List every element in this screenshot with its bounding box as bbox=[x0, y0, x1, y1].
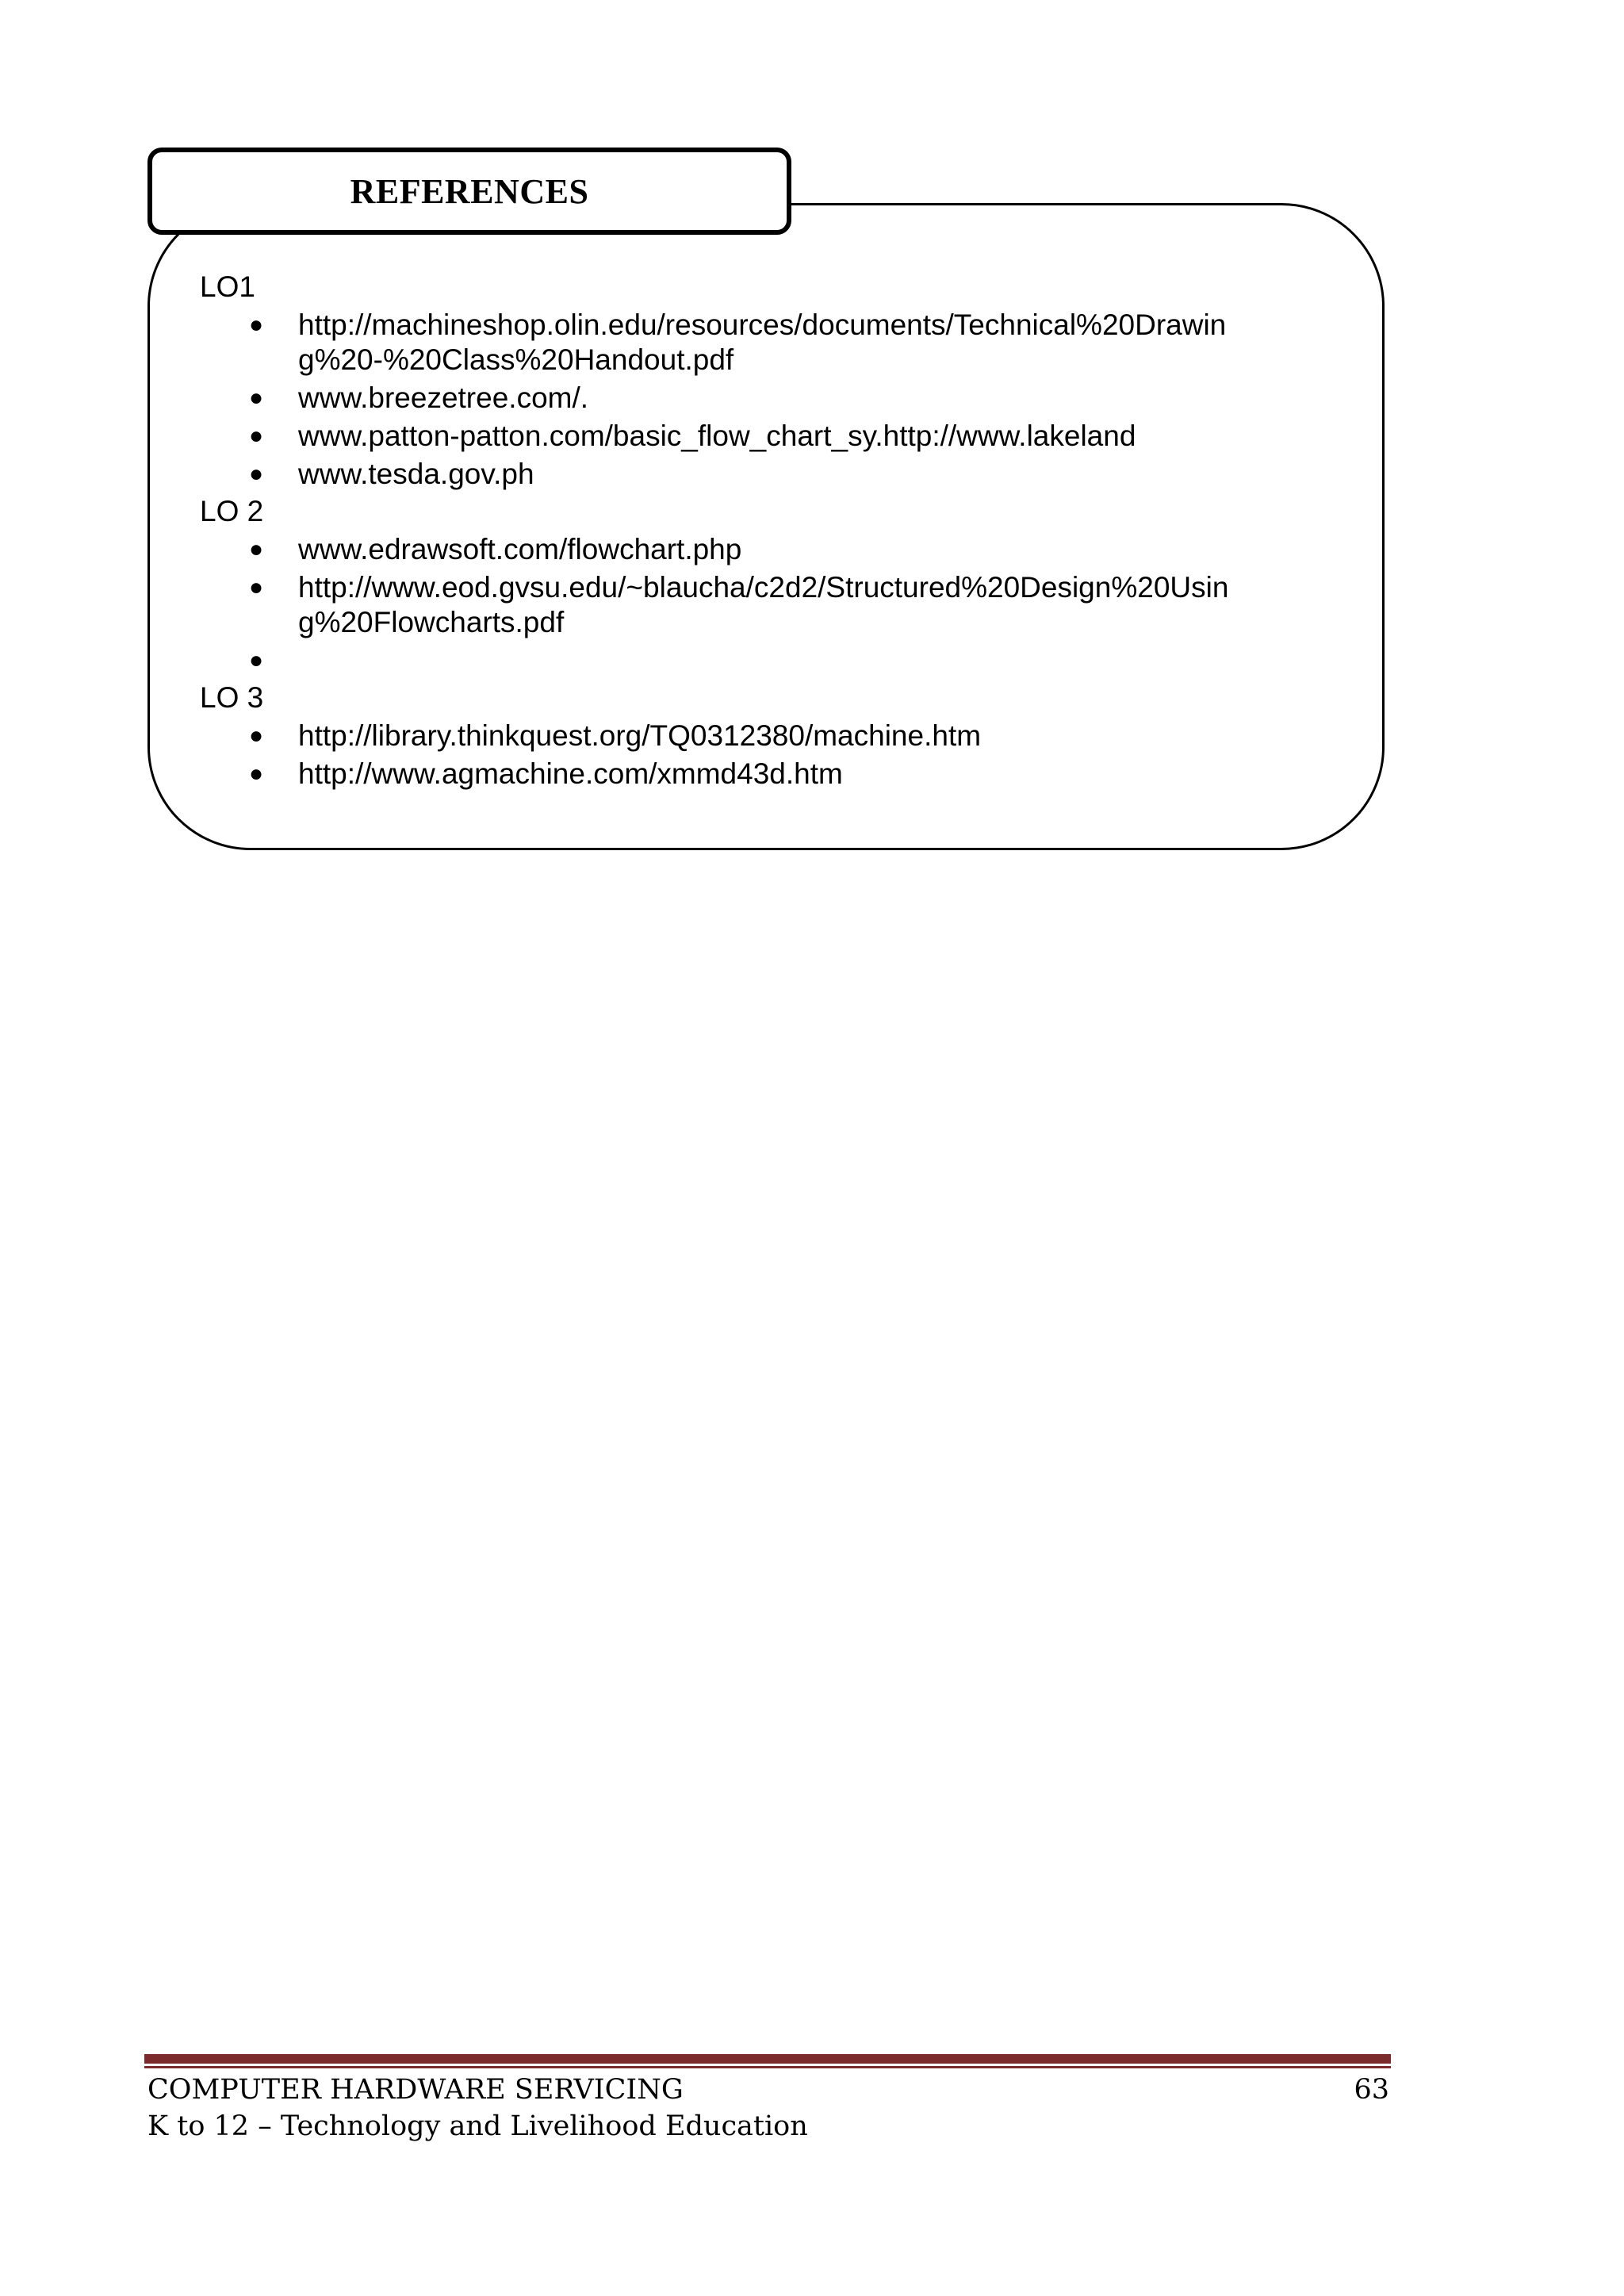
reference-url: http://www.eod.gvsu.edu/~blaucha/c2d2/Structured%20Design%20Using%20Flowcharts.pdf bbox=[298, 571, 1229, 638]
reference-item-empty bbox=[200, 643, 1326, 678]
reference-item bbox=[200, 757, 1326, 792]
bullet-icon: ● bbox=[249, 647, 264, 673]
references-title-tab bbox=[147, 148, 791, 235]
bullet-icon: ● bbox=[249, 574, 264, 600]
reference-url: www.patton-patton.com/basic_flow_chart_sy.http://www.lakeland bbox=[298, 420, 1136, 452]
bullet-icon: ● bbox=[249, 312, 264, 338]
bullet-icon: ● bbox=[249, 423, 264, 449]
reference-item bbox=[200, 719, 1326, 753]
reference-group-lo2 bbox=[200, 494, 1326, 678]
reference-url: http://library.thinkquest.org/TQ0312380/machine.htm bbox=[298, 719, 982, 752]
reference-list bbox=[200, 308, 1326, 492]
reference-item bbox=[200, 532, 1326, 567]
lo-heading: LO1 bbox=[200, 270, 255, 303]
footer-subtitle: K to 12 – Technology and Livelihood Education bbox=[147, 2110, 808, 2142]
references-content bbox=[200, 270, 1326, 794]
footer-row bbox=[147, 2072, 1389, 2108]
reference-item bbox=[200, 308, 1326, 378]
bullet-icon: ● bbox=[249, 723, 264, 749]
page-number: 63 bbox=[1354, 2074, 1389, 2106]
reference-group-lo1 bbox=[200, 270, 1326, 492]
footer-rule bbox=[144, 2054, 1391, 2064]
reference-item bbox=[200, 419, 1326, 454]
reference-item bbox=[200, 381, 1326, 416]
reference-url: www.breezetree.com/. bbox=[298, 381, 589, 414]
reference-url: http://www.agmachine.com/xmmd43d.htm bbox=[298, 757, 843, 790]
bullet-icon: ● bbox=[249, 761, 264, 787]
bullet-icon: ● bbox=[249, 461, 264, 487]
lo-heading: LO 3 bbox=[200, 681, 264, 714]
reference-item bbox=[200, 457, 1326, 492]
lo-heading: LO 2 bbox=[200, 495, 264, 527]
reference-url: www.tesda.gov.ph bbox=[298, 458, 534, 490]
footer-course-title: COMPUTER HARDWARE SERVICING bbox=[147, 2074, 684, 2106]
bullet-icon: ● bbox=[249, 385, 264, 411]
reference-list bbox=[200, 719, 1326, 792]
footer-rule-thin bbox=[144, 2066, 1391, 2068]
reference-group-lo3 bbox=[200, 680, 1326, 792]
reference-url: www.edrawsoft.com/flowchart.php bbox=[298, 533, 742, 565]
references-title: REFERENCES bbox=[350, 171, 589, 211]
bullet-icon: ● bbox=[249, 536, 264, 562]
reference-list bbox=[200, 532, 1326, 678]
reference-url: http://machineshop.olin.edu/resources/documents/Technical%20Drawing%20-%20Class%20Handout.pdf bbox=[298, 309, 1227, 376]
page-footer bbox=[147, 2072, 1389, 2145]
reference-item bbox=[200, 570, 1326, 640]
